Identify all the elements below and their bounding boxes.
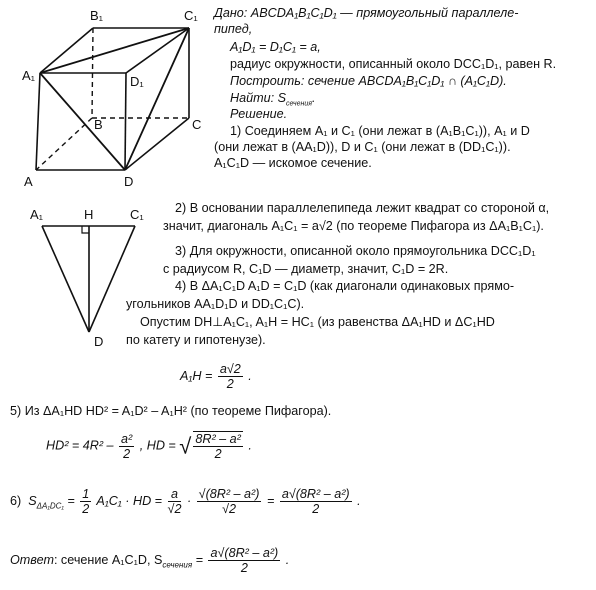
answer-label: Ответ bbox=[10, 552, 54, 567]
f1-den: √2 bbox=[167, 502, 182, 516]
given-line-2: пипед, bbox=[214, 22, 253, 36]
s-dot: · bbox=[186, 493, 192, 508]
s-eq2: = bbox=[266, 493, 275, 508]
hd-b: , HD = bbox=[139, 438, 176, 453]
a1h-end: . bbox=[248, 368, 252, 383]
label-tri-D: D bbox=[94, 334, 104, 349]
find-sub: сечения bbox=[286, 100, 313, 108]
a1h-fraction bbox=[218, 362, 243, 391]
given-line-3: A₁D₁ = D₁C₁ = a, bbox=[230, 40, 321, 54]
label-C: C bbox=[192, 117, 202, 132]
answer-fraction bbox=[208, 546, 280, 575]
answer-line bbox=[10, 546, 289, 575]
hd-end: . bbox=[248, 438, 252, 453]
label-A: A bbox=[24, 174, 33, 189]
label-tri-C1: C₁ bbox=[130, 207, 144, 222]
hd-den: 2 bbox=[123, 446, 131, 461]
a1h-left: A₁H = bbox=[180, 368, 213, 383]
a1h-den: 2 bbox=[226, 377, 234, 391]
label-B1: B₁ bbox=[90, 8, 104, 23]
find-text: Найти: S bbox=[230, 91, 286, 105]
half-fraction bbox=[80, 487, 91, 516]
sqrt-sign: √ bbox=[179, 433, 192, 459]
step4-line-b: угольников AA₁D₁D и DD₁C₁C). bbox=[126, 297, 305, 311]
given-line-1: Дано: ABCDA₁B₁C₁D₁ — прямоугольный параллеле- bbox=[214, 6, 519, 20]
label-D: D bbox=[124, 174, 134, 189]
hd-rad-num: 8R² – a² bbox=[195, 432, 241, 446]
hd-num: a² bbox=[121, 431, 133, 446]
f2-den: √2 bbox=[222, 502, 237, 516]
step1-line-a: 1) Соединяем A₁ и C₁ (они лежат в (A₁B₁C₁)), A₁ и D bbox=[230, 124, 530, 138]
f1-num: a bbox=[168, 487, 182, 502]
step3-line-a: 3) Для окружности, описанной около прямоугольника DCC₁D₁ bbox=[175, 244, 536, 258]
label-B: B bbox=[94, 117, 103, 132]
answer-sub: сечения bbox=[162, 560, 193, 570]
answer-text: : сечение A₁C₁D, S bbox=[53, 552, 163, 567]
hd-a: HD² = 4R² – bbox=[46, 438, 114, 453]
half-den: 2 bbox=[82, 502, 90, 516]
hd-rad-den: 2 bbox=[214, 447, 222, 461]
answer-den: 2 bbox=[240, 561, 248, 575]
step1-line-b: (они лежат в (AA₁D)), D и C₁ (они лежат в (DD₁C₁)). bbox=[214, 140, 511, 154]
formula-hd bbox=[46, 431, 252, 461]
formula-area bbox=[10, 487, 361, 516]
answer-num: a√(8R² – a²) bbox=[210, 546, 279, 560]
label-tri-A1: A₁ bbox=[30, 207, 44, 222]
hd-radicand bbox=[193, 431, 243, 461]
s-end: . bbox=[357, 493, 361, 508]
step2-line-b: значит, диагональ A₁C₁ = a√2 (по теореме Пифагора из ΔA₁B₁C₁). bbox=[163, 219, 544, 233]
s-sub: ΔA₁DC₁ bbox=[36, 501, 64, 511]
formula-a1h bbox=[180, 362, 252, 391]
f1-fraction bbox=[168, 487, 182, 516]
label-tri-H: H bbox=[84, 207, 94, 222]
f3-fraction bbox=[280, 487, 352, 516]
s-lhs: S bbox=[28, 493, 37, 508]
answer-end: . bbox=[285, 552, 290, 567]
s-eq: = bbox=[67, 493, 75, 508]
f3-num: a√(8R² – a²) bbox=[281, 487, 350, 501]
given-line-4: радиус окружности, описанный около DCC₁D₁, равен R. bbox=[230, 57, 557, 71]
step4-line-d: по катету и гипотенузе). bbox=[126, 333, 266, 347]
step6-label: 6) bbox=[10, 493, 22, 508]
construct-line: Построить: сечение ABCDA₁B₁C₁D₁ ∩ (A₁C₁D). bbox=[230, 74, 507, 88]
half-num: 1 bbox=[82, 487, 90, 501]
f3-den: 2 bbox=[312, 502, 320, 516]
a1h-num: a√2 bbox=[219, 362, 241, 376]
hd-fraction bbox=[119, 432, 134, 461]
f2-fraction bbox=[197, 487, 262, 516]
label-A1: A₁ bbox=[22, 68, 36, 83]
step5-line: 5) Из ΔA₁HD HD² = A₁D² – A₁H² (по теореме Пифагора). bbox=[10, 404, 332, 418]
label-C1: C₁ bbox=[184, 8, 198, 23]
step2-line-a: 2) В основании параллелепипеда лежит квадрат со стороной α, bbox=[175, 201, 550, 215]
label-D1: D₁ bbox=[130, 74, 144, 89]
step4-line-c: Опустим DH⊥A₁C₁, A₁H = HC₁ (из равенства ΔA₁HD и ΔC₁HD bbox=[140, 315, 495, 329]
solution-heading: Решение. bbox=[230, 107, 288, 121]
s-mid: A₁C₁ · HD = bbox=[96, 493, 163, 508]
f2-num: √(8R² – a²) bbox=[198, 487, 260, 501]
find-end: . bbox=[312, 91, 316, 105]
step3-line-b: с радиусом R, C₁D — диаметр, значит, C₁D = 2R. bbox=[163, 262, 449, 276]
step4-line-a: 4) В ΔA₁C₁D A₁D = C₁D (как диагонали одинаковых прямо- bbox=[175, 279, 515, 293]
answer-eq: = bbox=[195, 552, 203, 567]
step1-line-c: A₁C₁D — искомое сечение. bbox=[214, 156, 372, 170]
